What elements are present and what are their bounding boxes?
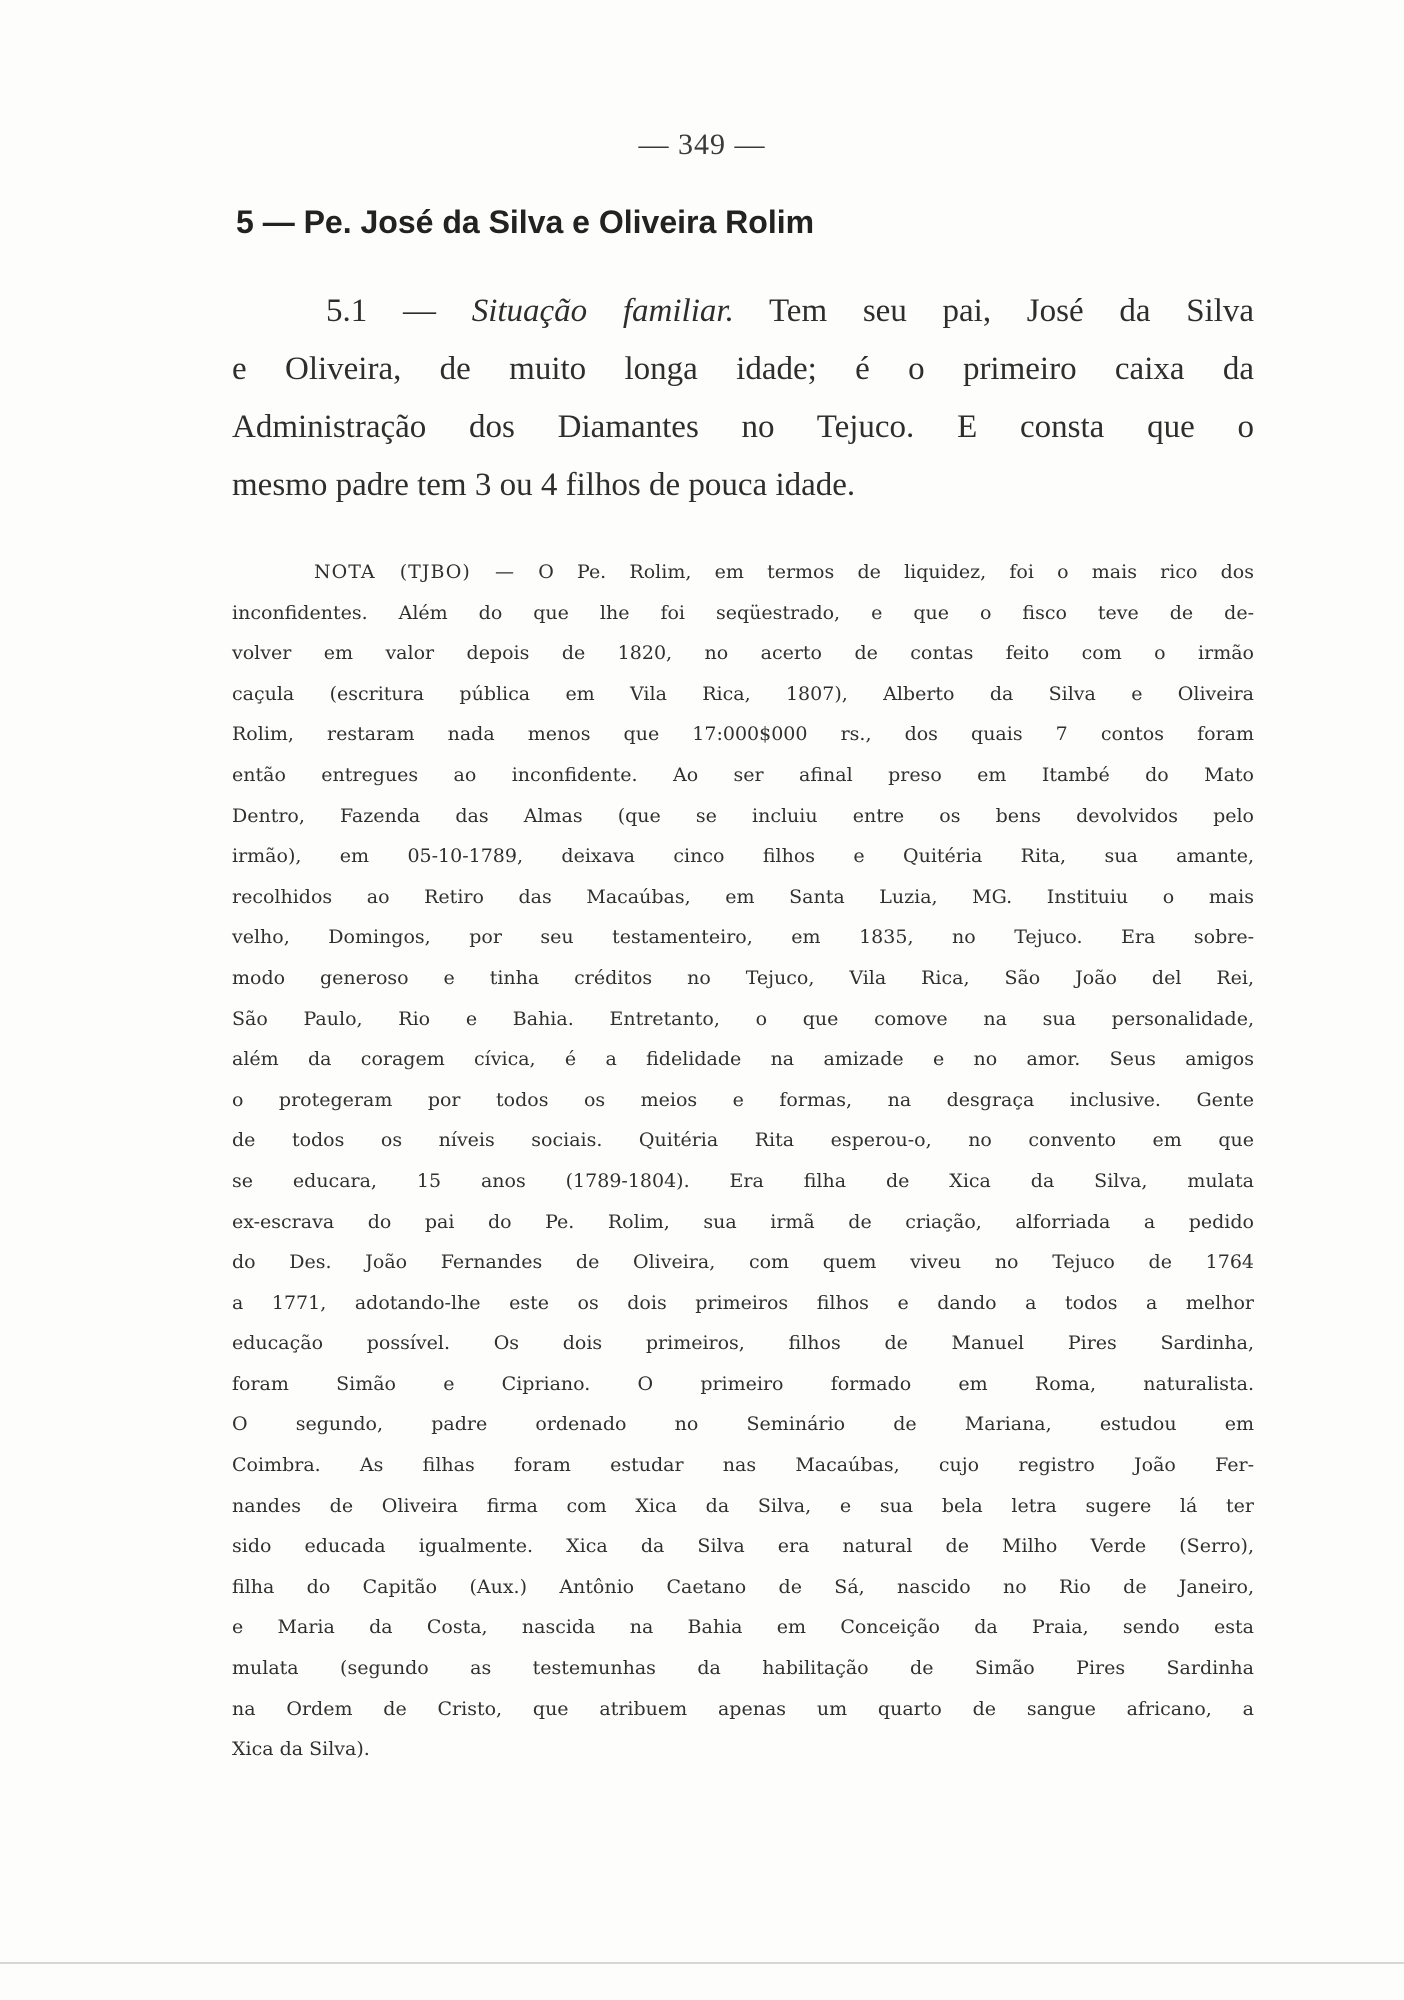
note-line: ex-escrava do pai do Pe. Rolim, sua irmã de criação, alforriada a pedido (232, 1210, 1254, 1233)
note-line: caçula (escritura pública em Vila Rica, 1807), Alberto da Silva e Oliveira (232, 682, 1254, 705)
note-line: inconfidentes. Além do que lhe foi seqüestrado, e que o fisco teve de de- (232, 601, 1254, 624)
note-line: se educara, 15 anos (1789-1804). Era filha de Xica da Silva, mulata (232, 1169, 1254, 1192)
note-line: do Des. João Fernandes de Oliveira, com quem viveu no Tejuco de 1764 (232, 1251, 1254, 1274)
note-line: Rolim, restaram nada menos que 17:000$000 rs., dos quais 7 contos foram (232, 723, 1254, 746)
section-heading: 5 — Pe. José da Silva e Oliveira Rolim (236, 204, 815, 240)
page-number: — 349 — (638, 128, 766, 161)
subsection-number: 5.1 — (326, 293, 436, 329)
note-line: e Maria da Costa, nascida na Bahia em Conceição da Praia, sendo esta (232, 1616, 1254, 1639)
note-line: volver em valor depois de 1820, no acerto de contas feito com o irmão (232, 642, 1254, 665)
scan-edge-line (0, 1962, 1404, 1964)
note-line: além da coragem cívica, é a fidelidade na amizade e no amor. Seus amigos (232, 1048, 1254, 1071)
note-line: foram Simão e Cipriano. O primeiro formado em Roma, naturalista. (232, 1372, 1254, 1395)
paragraph-line: mesmo padre tem 3 ou 4 filhos de pouca idade. (232, 467, 856, 503)
note-line: O segundo, padre ordenado no Seminário de Mariana, estudou em (232, 1413, 1254, 1436)
note-line: mulata (segundo as testemunhas da habilitação de Simão Pires Sardinha (232, 1657, 1254, 1680)
note-line: Xica da Silva). (232, 1738, 370, 1761)
note-line-text: O Pe. Rolim, em termos de liquidez, foi o mais rico dos (538, 561, 1254, 583)
paragraph-line: e Oliveira, de muito longa idade; é o primeiro caixa da (232, 351, 1254, 387)
note-line: São Paulo, Rio e Bahia. Entretanto, o que comove na sua personalidade, (232, 1007, 1254, 1030)
note-line: filha do Capitão (Aux.) Antônio Caetano de Sá, nascido no Rio de Janeiro, (232, 1575, 1254, 1598)
note-line: educação possível. Os dois primeiros, filhos de Manuel Pires Sardinha, (232, 1332, 1254, 1355)
note-line: velho, Domingos, por seu testamenteiro, em 1835, no Tejuco. Era sobre- (232, 926, 1254, 949)
note-line: sido educada igualmente. Xica da Silva era natural de Milho Verde (Serro), (232, 1535, 1254, 1558)
note-line: na Ordem de Cristo, que atribuem apenas um quarto de sangue africano, a (232, 1697, 1254, 1720)
note-first-line (232, 552, 1254, 593)
note-label: NOTA (TJBO) — (314, 561, 515, 583)
note-line: recolhidos ao Retiro das Macaúbas, em Santa Luzia, MG. Instituiu o mais (232, 885, 1254, 908)
note-line: Coimbra. As filhas foram estudar nas Macaúbas, cujo registro João Fer- (232, 1454, 1254, 1477)
paragraph-line: Administração dos Diamantes no Tejuco. E consta que o (232, 409, 1254, 445)
family-situation-first-line (232, 282, 1254, 340)
note-line: Dentro, Fazenda das Almas (que se incluiu entre os bens devolvidos pelo (232, 804, 1254, 827)
note-line: nandes de Oliveira firma com Xica da Silva, e sua bela letra sugere lá ter (232, 1494, 1254, 1517)
note-line: de todos os níveis sociais. Quitéria Rita esperou-o, no convento em que (232, 1129, 1254, 1152)
family-situation-paragraph (232, 282, 1254, 514)
note-line: modo generoso e tinha créditos no Tejuco, Vila Rica, São João del Rei, (232, 966, 1254, 989)
note-line: o protegeram por todos os meios e formas, na desgraça inclusive. Gente (232, 1088, 1254, 1111)
note-line: a 1771, adotando-lhe este os dois primeiros filhos e dando a todos a melhor (232, 1291, 1254, 1314)
subsection-subtitle: Situação familiar. (471, 293, 734, 329)
paragraph-line: Tem seu pai, José da Silva (768, 293, 1255, 329)
note-line: então entregues ao inconfidente. Ao ser afinal preso em Itambé do Mato (232, 763, 1254, 786)
editor-note (232, 552, 1254, 1770)
note-line: irmão), em 05-10-1789, deixava cinco filhos e Quitéria Rita, sua amante, (232, 845, 1254, 868)
